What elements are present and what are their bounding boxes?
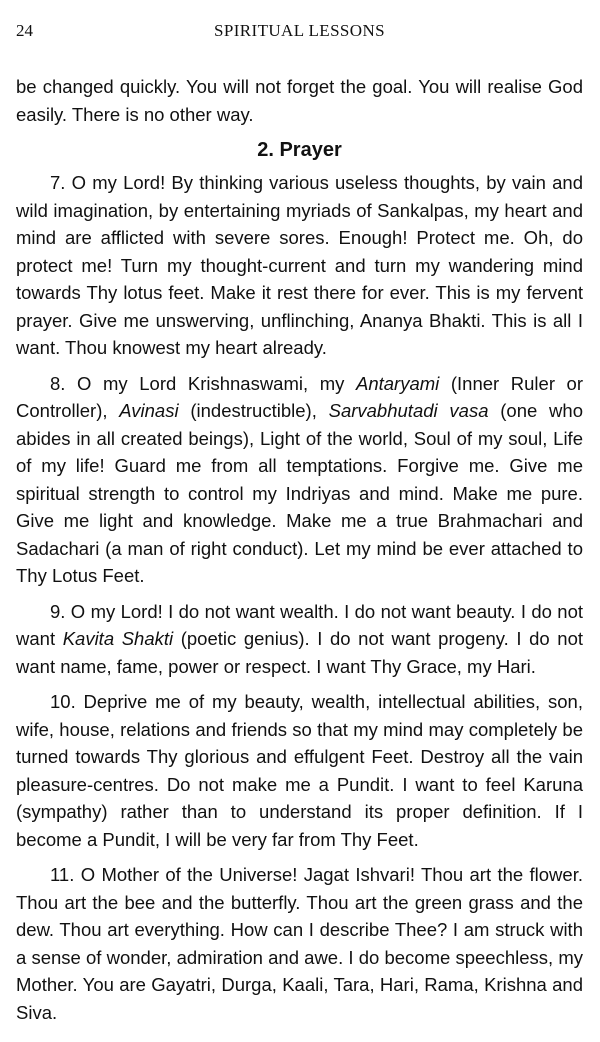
paragraph-8 xyxy=(16,370,583,590)
paragraph-10: 10. Deprive me of my beauty, wealth, intellectual abilities, son, wife, house, relations and friends so that my mind may completely be turned towards Thy glorious and effulgent Feet. Destroy all the vain pleasure-centres. Do not make me a Pundit. I want to feel Karuna (sympathy) rather than to understand its proper definition. If I become a Pundit, I will be very far from Thy Feet. xyxy=(16,691,583,850)
running-title: SPIRITUAL LESSONS xyxy=(214,21,385,40)
term-kavita-shakti: Kavita Shakti xyxy=(62,628,174,649)
section-title: 2. Prayer xyxy=(257,139,342,161)
paragraph-7: 7. O my Lord! By thinking various useless thoughts, by vain and wild imagination, by entertaining myriads of Sankalpas, my heart and mind are afflicted with severe sores. Enough! Protect me. Oh, do protect me! Turn my thought-current and turn my wandering mind towards Thy lotus feet. Make it rest there for ever. This is my fervent prayer. Give me unswerving, unflinching, Ananya Bhakti. This is all I want. Thou knowest my heart already. xyxy=(16,172,583,358)
p8-text-2: (Inner Ruler or Controller), xyxy=(16,372,584,421)
p8-text-3: (indestructible), xyxy=(178,400,329,421)
paragraph-11: 11. O Mother of the Universe! Jagat Ishvari! Thou art the flower. Thou art the bee and the butterfly. Thou art the green grass and the dew. Thou art everything. How can I describe Thee? I am struck with a sense of wonder, admiration and awe. I do become speechless, my Mother. You are Gayatri, Durga, Kaali, Tara, Hari, Rama, Krishna and Siva. xyxy=(16,864,583,1023)
paragraph-9 xyxy=(16,598,583,681)
p8-text-1: 8. O my Lord Krishnaswami, my xyxy=(50,372,356,394)
p9-text-2: (poetic genius). I do not want progeny. I do not want name, fame, power or respect. I want Thy Grace, my Hari. xyxy=(16,628,584,677)
term-sarvabhutadi-vasa: Sarvabhutadi vasa xyxy=(328,400,489,421)
page-number: 24 xyxy=(16,21,33,40)
paragraph-continued: be changed quickly. You will not forget the goal. You will realise God easily. There is no other way. xyxy=(16,76,583,125)
body-text xyxy=(16,73,583,1026)
running-head xyxy=(16,0,583,60)
p9-text-1: 9. O my Lord! I do not want wealth. I do not want beauty. I do not want xyxy=(16,600,583,649)
term-antaryami: Antaryami xyxy=(355,372,440,394)
term-avinasi: Avinasi xyxy=(119,400,179,421)
p8-text-4: (one who abides in all created beings), Light of the world, Soul of my soul, Life of my life! Guard me from all temptations. Forgive me. Give me spiritual strength to control my Indriyas and mind. Make me pure. Give me light and knowledge. Make me a true Brahmachari and Sadachari (a man of right conduct). Let my mind be ever attached to Thy Lotus Feet. xyxy=(16,400,583,586)
